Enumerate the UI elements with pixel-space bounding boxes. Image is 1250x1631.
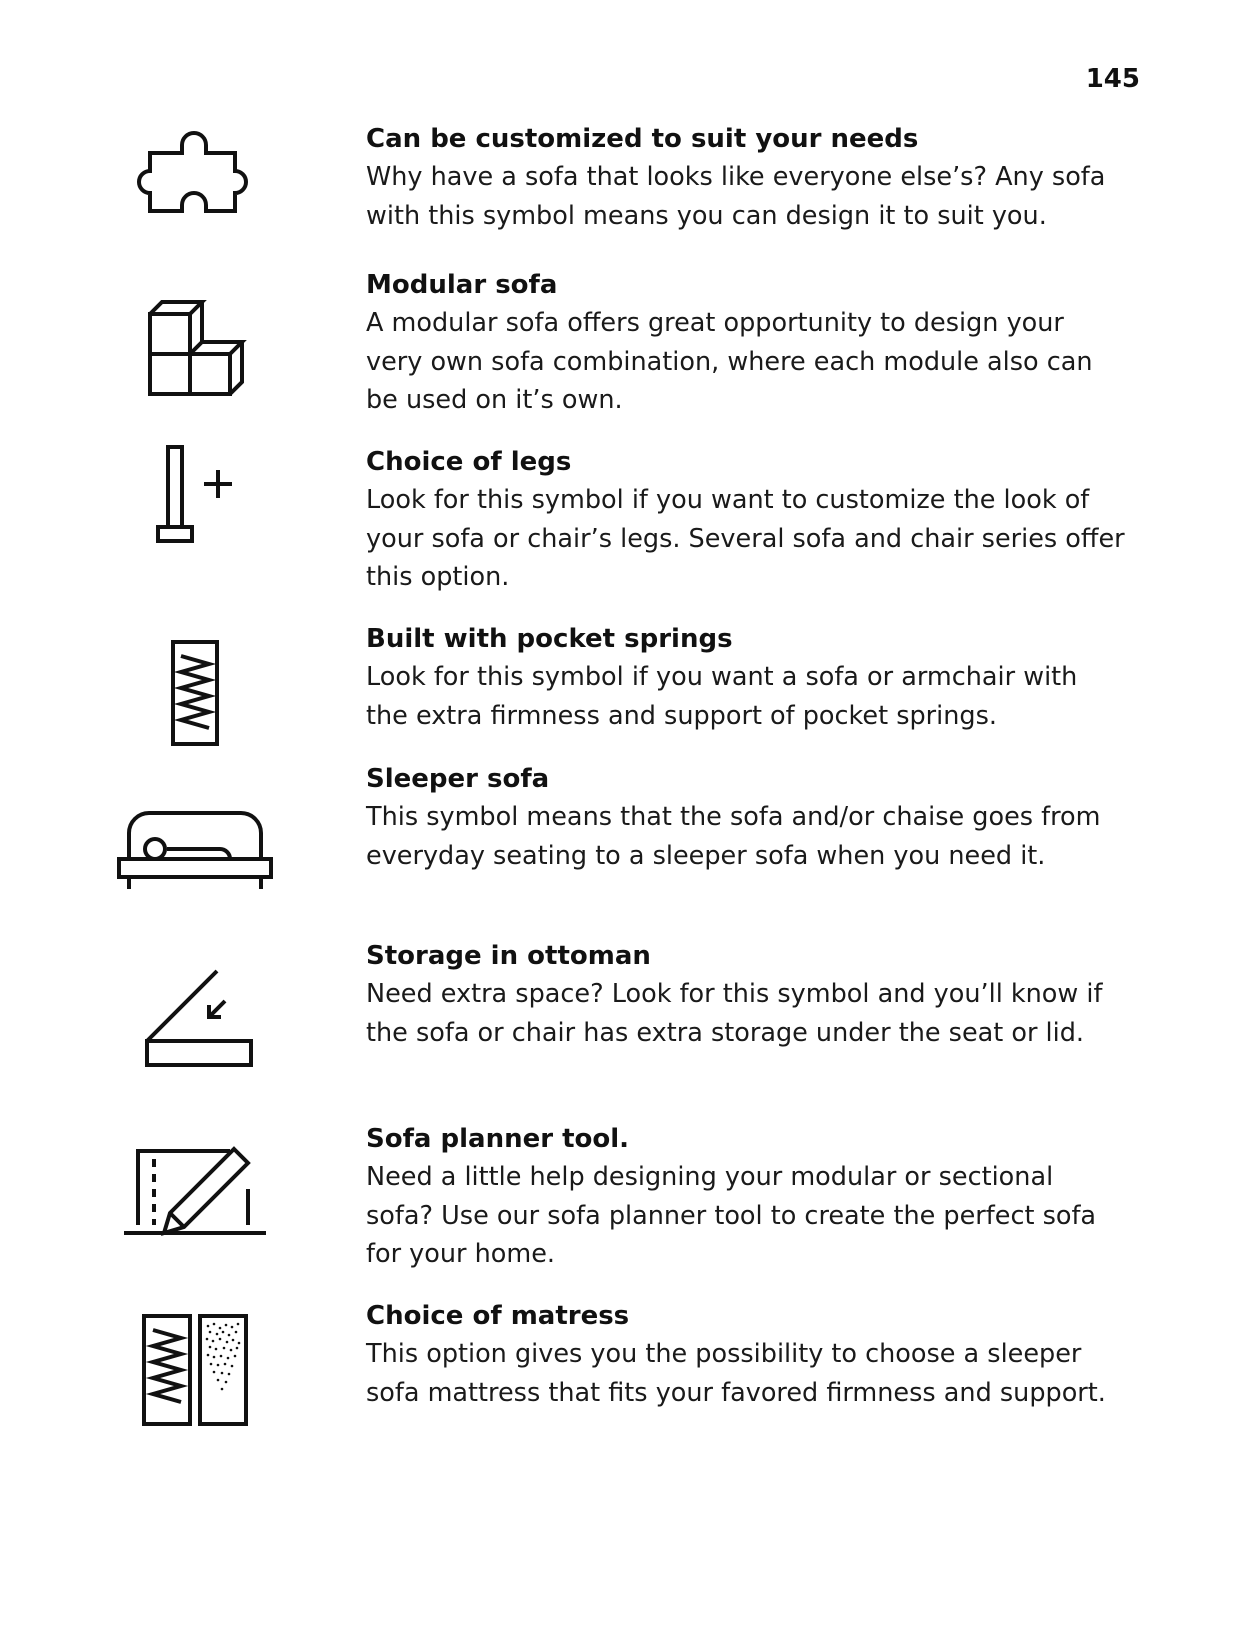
puzzle-piece-icon (110, 118, 280, 248)
modular-cubes-icon (110, 286, 280, 416)
entry-title: Sleeper sofa (366, 764, 550, 794)
entry-title: Built with pocket springs (366, 624, 733, 654)
mattress-choice-icon (110, 1305, 280, 1435)
entry-title: Choice of matress (366, 1301, 630, 1331)
entry-title: Modular sofa (366, 270, 558, 300)
entry-description: A modular sofa offers great opportunity to design your very own sofa combination, where each module also can be used on it’s own. (366, 308, 1093, 415)
leg-plus-icon (110, 433, 280, 563)
sleeper-bed-icon (110, 776, 280, 906)
entry-description: This symbol means that the sofa and/or chaise goes from everyday seating to a sleeper sofa when you need it. (366, 802, 1101, 871)
entry-description: Look for this symbol if you want a sofa or armchair with the extra firmness and support of pocket springs. (366, 662, 1078, 731)
page-number: 145 (1085, 64, 1140, 94)
entry-title: Choice of legs (366, 447, 572, 477)
entry-title: Storage in ottoman (366, 941, 651, 971)
planner-pencil-icon (110, 1122, 280, 1252)
pocket-spring-icon (110, 628, 280, 758)
entry-description: Why have a sofa that looks like everyone else’s? Any sofa with this symbol means you can design it to suit you. (366, 162, 1106, 231)
entry-description: This option gives you the possibility to choose a sleeper sofa mattress that fits your favored firmness and support. (366, 1339, 1106, 1408)
storage-lid-icon (110, 955, 280, 1085)
entry-description: Look for this symbol if you want to customize the look of your sofa or chair’s legs. Several sofa and chair series offer this option. (366, 485, 1125, 592)
entry-title: Can be customized to suit your needs (366, 124, 919, 154)
entry-description: Need a little help designing your modular or sectional sofa? Use our sofa planner tool to create the perfect sofa for your home. (366, 1162, 1097, 1269)
entry-title: Sofa planner tool. (366, 1124, 630, 1154)
entry-description: Need extra space? Look for this symbol and you’ll know if the sofa or chair has extra storage under the seat or lid. (366, 979, 1103, 1048)
